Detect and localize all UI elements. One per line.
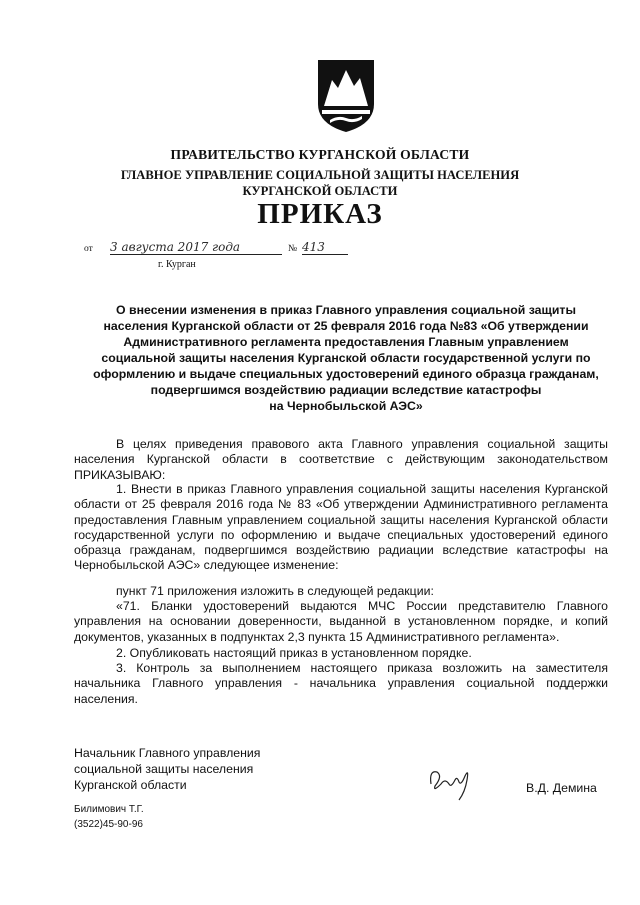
coat-of-arms-emblem <box>316 58 376 134</box>
number-value: 413 <box>302 240 348 255</box>
subject-line: оформлению и выдаче специальных удостоверений единого образца гражданам, <box>93 367 599 381</box>
signatory-title <box>74 745 260 793</box>
subject-line: социальной защиты населения Курганской области государственной услуги по <box>101 351 591 365</box>
clause-1-instruction: пункт 71 приложения изложить в следующей редакции: <box>116 584 434 598</box>
city: г. Курган <box>158 259 196 270</box>
clause-2: 2. Опубликовать настоящий приказ в установленном порядке. <box>116 646 472 660</box>
signatory-title-line: Начальник Главного управления <box>74 746 261 760</box>
org-name-line3: КУРГАНСКОЙ ОБЛАСТИ <box>242 184 398 198</box>
signatory-name: В.Д. Демина <box>526 781 597 795</box>
subject-line: Административного регламента предоставления Главным управлением <box>123 335 569 349</box>
handwritten-signature <box>425 762 481 802</box>
executor-phone: (3522)45-90-96 <box>74 819 143 830</box>
preamble-paragraph: В целях приведения правового акта Главного управления социальной защиты населения Курганской области в соответствие с действующим законодательством ПРИКАЗЫВАЮ: <box>74 437 608 482</box>
org-name-line2: ГЛАВНОЕ УПРАВЛЕНИЕ СОЦИАЛЬНОЙ ЗАЩИТЫ НАСЕЛЕНИЯ <box>120 168 520 182</box>
date-value: 3 августа 2017 года <box>110 240 282 255</box>
signatory-title-line: социальной защиты населения <box>74 762 254 776</box>
subject-line: населения Курганской области от 25 февраля 2016 года №83 «Об утверждении <box>103 319 589 333</box>
executor-name: Билимович Т.Г. <box>74 804 144 815</box>
subject-line: подвергшимся воздействию радиации вследствие катастрофы <box>150 383 542 397</box>
clause-3: 3. Контроль за выполнением настоящего приказа возложить на заместителя начальника Главного управления - начальника управления социальной поддержки населения. <box>74 661 608 706</box>
document-type: ПРИКАЗ <box>257 198 383 230</box>
subject-line: на Чернобыльской АЭС» <box>269 399 423 413</box>
clause-71-text: «71. Бланки удостоверений выдаются МЧС России представителю Главного управления на основании доверенности, выданной в установленном порядке, и копий документов, указанных в подпунктах 2,3 пункта 15 Административного регламента». <box>74 599 608 644</box>
number-label: № <box>288 244 298 254</box>
date-label: от <box>84 244 93 254</box>
org-name-line1: ПРАВИТЕЛЬСТВО КУРГАНСКОЙ ОБЛАСТИ <box>170 147 470 162</box>
signatory-title-line: Курганской области <box>74 778 187 792</box>
clause-1: 1. Внести в приказ Главного управления социальной защиты населения Курганской области от 25 февраля 2016 года № 83 «Об утверждении Административного регламента предоставления Главным управлением социальной защиты населения Курганской области государственной услуги по оформлению и выдаче специальных удостоверений единого образца гражданам, подвергшимся воздействию радиации вследствие катастрофы на Чернобыльской АЭС» следующее изменение: <box>74 482 608 573</box>
executor-info <box>74 802 144 832</box>
subject-line: О внесении изменения в приказ Главного управления социальной защиты <box>116 303 576 317</box>
document-subject <box>86 302 606 414</box>
